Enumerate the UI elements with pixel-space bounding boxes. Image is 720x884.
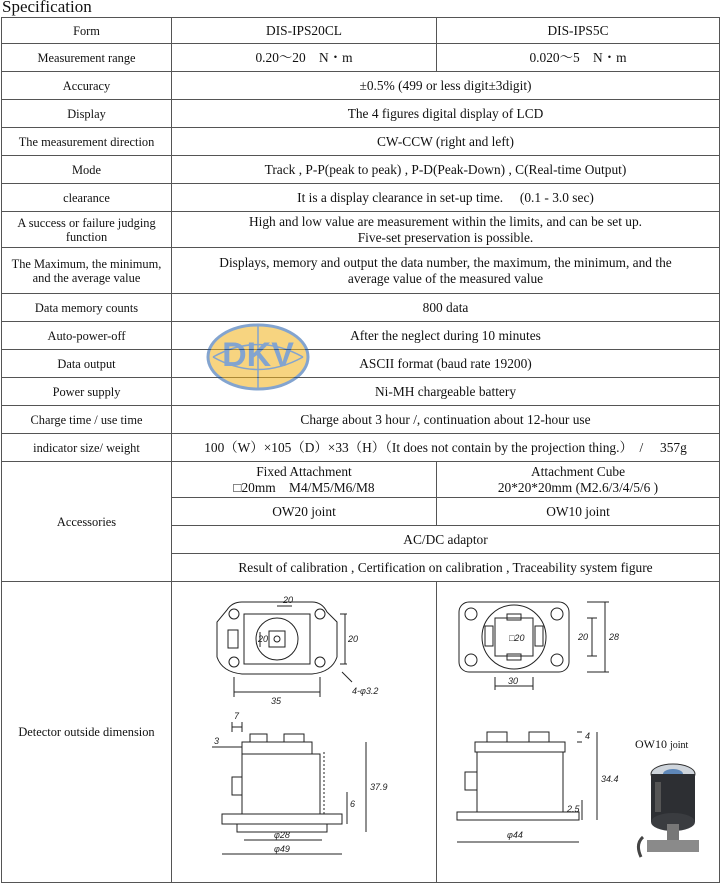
table-row	[2, 294, 720, 322]
value-line: Displays, memory and output the data number, the maximum, the minimum, and the	[219, 254, 672, 270]
photo-label: OW10 joint	[635, 737, 689, 751]
table-row	[2, 72, 720, 100]
watermark-text: DKV	[222, 336, 294, 374]
ow10-joint-photo	[638, 764, 699, 857]
row-label: Mode	[2, 156, 172, 184]
value-line: □20mm M4/M5/M6/M8	[233, 479, 375, 495]
table-row	[2, 406, 720, 434]
value-line: High and low value are measurement within the limits, and can be set up.	[248, 213, 643, 229]
dim-label: 35	[271, 696, 282, 706]
table-row	[2, 156, 720, 184]
dim-label: 34.4	[601, 774, 619, 784]
table-row	[2, 350, 720, 378]
table-row	[2, 184, 720, 212]
dim-label: 30	[508, 676, 519, 686]
row-value: ±0.5% (499 or less digit±3digit)	[172, 72, 720, 100]
dkv-watermark-logo	[203, 322, 313, 392]
row-label: The Maximum, the minimum, and the average value	[2, 248, 172, 294]
dim-label: 3	[214, 736, 220, 746]
value-line: Attachment Cube	[530, 463, 626, 479]
row-value: Ni-MH chargeable battery	[172, 378, 720, 406]
row-label: Data output	[2, 350, 172, 378]
model-b: DIS-IPS5C	[437, 18, 720, 44]
table-row	[2, 582, 720, 883]
fixed-attachment	[172, 462, 437, 498]
dim-label: φ28	[274, 830, 290, 840]
range-a: 0.20～20 N・m	[172, 44, 437, 72]
row-label: Form	[2, 18, 172, 44]
dim-label: 6	[350, 799, 356, 809]
attachment-cube	[437, 462, 720, 498]
joint-b: OW10 joint	[437, 498, 720, 526]
row-value: The 4 figures digital display of LCD	[172, 100, 720, 128]
row-label: Accuracy	[2, 72, 172, 100]
row-value: Charge about 3 hour /, continuation about 12-hour use	[172, 406, 720, 434]
adaptor: AC/DC adaptor	[172, 526, 720, 554]
table-row	[2, 44, 720, 72]
value-line: 20*20*20mm (M2.6/3/4/5/6 )	[497, 479, 659, 495]
range-b: 0.020～5 N・m	[437, 44, 720, 72]
dim-label: □20	[509, 633, 525, 643]
dim-label: 4-φ3.2	[352, 686, 379, 696]
table-row	[2, 128, 720, 156]
dim-label: 2.5	[567, 804, 580, 814]
row-value: After the neglect during 10 minutes	[172, 322, 720, 350]
dim-label: 7	[234, 711, 240, 721]
dim-label: 20	[348, 634, 359, 644]
row-label: Measurement range	[2, 44, 172, 72]
row-label: Charge time / use time	[2, 406, 172, 434]
page-title: Specification	[2, 0, 92, 16]
row-value: 100（W）×105（D）×33（H）（It does not contain by the projection thing.） / 357g	[172, 434, 720, 462]
dim-label: 4	[585, 731, 591, 741]
table-row	[2, 212, 720, 248]
row-label: Accessories	[2, 462, 172, 582]
row-value: ASCII format (baud rate 19200)	[172, 350, 720, 378]
drawing-ips5c	[437, 582, 720, 883]
dim-label: φ44	[507, 830, 523, 840]
row-value: 800 data	[172, 294, 720, 322]
drawing-ips20cl	[172, 582, 437, 883]
row-value: It is a display clearance in set-up time. (0.1 - 3.0 sec)	[172, 184, 720, 212]
row-label: Auto-power-off	[2, 322, 172, 350]
row-label: Display	[2, 100, 172, 128]
row-value: Track , P-P(peak to peak) , P-D(Peak-Down) , C(Real-time Output)	[172, 156, 720, 184]
joint-a: OW20 joint	[172, 498, 437, 526]
row-label: indicator size/ weight	[2, 434, 172, 462]
dim-label: 28	[609, 632, 620, 642]
row-label: clearance	[2, 184, 172, 212]
dimension-drawing-left	[172, 582, 437, 882]
row-label: Power supply	[2, 378, 172, 406]
row-label: A success or failure judging function	[2, 212, 172, 248]
row-value: CW-CCW (right and left)	[172, 128, 720, 156]
table-row	[2, 248, 720, 294]
dim-label: 37.9	[370, 782, 388, 792]
dim-label: 20	[258, 634, 269, 644]
calibration-docs: Result of calibration , Certification on calibration , Traceability system figure	[172, 554, 720, 582]
row-label: The measurement direction	[2, 128, 172, 156]
row-label: Detector outside dimension	[2, 582, 172, 883]
table-row	[2, 434, 720, 462]
table-row	[2, 378, 720, 406]
dim-label: φ49	[274, 844, 290, 854]
row-value	[172, 212, 720, 248]
table-row	[2, 18, 720, 44]
table-row	[2, 462, 720, 498]
value-line: Fixed Attachment	[256, 463, 352, 479]
table-row	[2, 100, 720, 128]
spec-table	[1, 17, 720, 883]
row-value	[172, 248, 720, 294]
dim-label: 20	[283, 595, 294, 605]
dimension-drawing-right	[437, 582, 720, 882]
model-a: DIS-IPS20CL	[172, 18, 437, 44]
row-label: Data memory counts	[2, 294, 172, 322]
table-row	[2, 322, 720, 350]
value-line: average value of the measured value	[347, 270, 544, 286]
dim-label: 20	[578, 632, 589, 642]
value-line: Five-set preservation is possible.	[357, 229, 534, 245]
